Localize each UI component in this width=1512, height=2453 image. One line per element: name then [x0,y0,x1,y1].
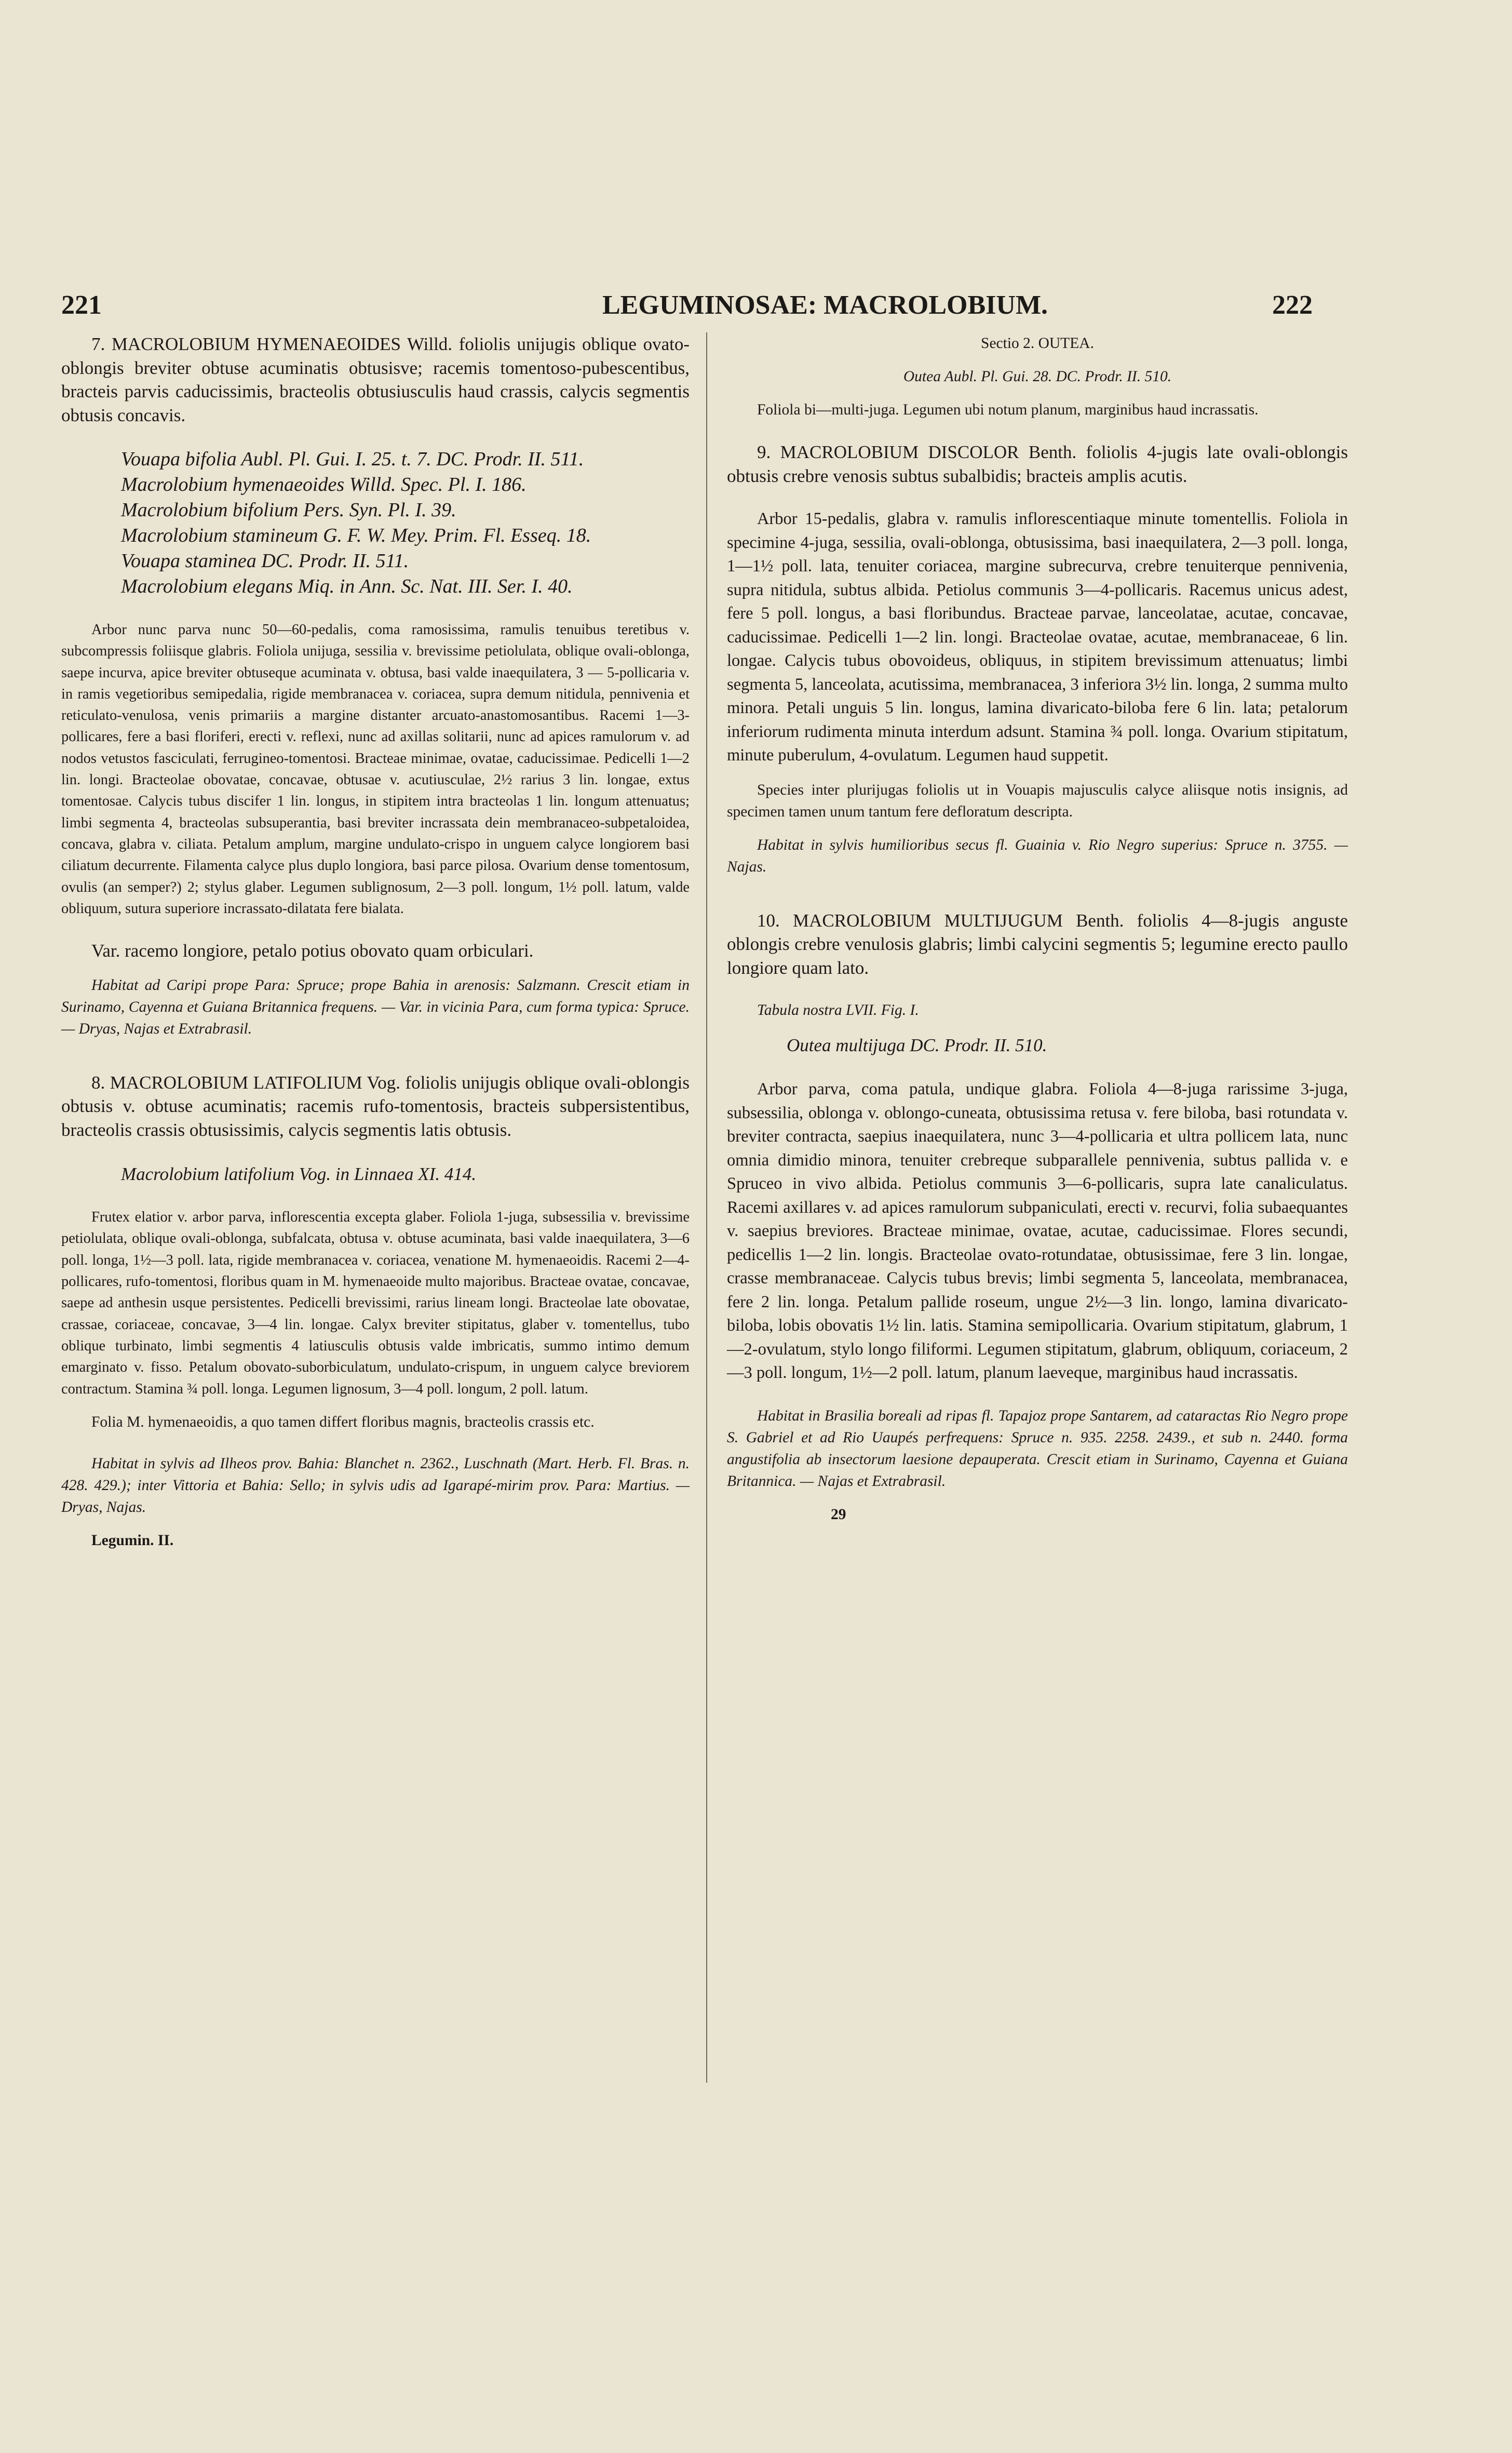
column-divider [706,332,707,2083]
species-8-habitat: Habitat in sylvis ad Ilheos prov. Bahia: Blanchet n. 2362., Luschnath (Mart. Herb. Fl. Bras. n. 428. 429.); inter Vittoria et Bahia: Sello; in sylvis udis ad Igarapé-mirim prov. Para: Martius. — Dryas, Najas. [61,1455,690,1516]
species-7-heading: 7. MACROLOBIUM HYMENAEOIDES Willd. foliolis unijugis oblique ovato-oblongis breviter obtuse acuminatis obtusisve; racemis tomentoso-pubescentibus, bracteis parvis caducissimis, bracteolis obtusiusculis haud crassis, calycis segmentis obtusis concavis. [61,334,690,425]
species-7-description: Arbor nunc parva nunc 50—60-pedalis, coma ramosissima, ramulis tenuibus teretibus v. subcompressis foliisque glabris. Foliola unijuga, sessilia v. brevissime petiolulata, oblique ovali-oblonga, saepe incurva, apice breviter obtuseque acuminata v. obtusa, basi valde inaequilatera, 3 — 5-pollicaria v. in ramis vegetioribus semipedalia, rigide membranacea v. coriacea, supra demum nitidula, pennivenia et reticulato-venulosa, venis primariis a margine distanter arcuato-anastomosantibus. Racemi 1—3-pollicares, fere a basi floriferi, erecti v. reflexi, nunc ad axillas solitarii, nunc ad apices ramulorum v. ad nodos vetustos fasciculati, ferrugineo-tomentosi. Bracteae minimae, ovatae, caducissimae. Pedicelli 1—2 lin. longi. Bracteolae obovatae, concavae, obtusae v. acutiusculae, 2½ rarius 3 lin. longae, extus tomentosae. Calycis tubus discifer 1 lin. longus, in stipitem intra bracteolas 1 lin. longum attenuatus; limbi segmenta 4, bracteolas subsuperantia, basi breviter incrassata dein membranaceo-subpetaloidea, concava, glabra v. ciliata. Petalum amplum, margine undulato-crispo in unguem calyce longiorem basi ciliatum decurrente. Filamenta calyce plus duplo longiora, basi parce pilosa. Ovarium dense tomentosum, ovulis (an semper?) 2; stylus glaber. Legumen sublignosum, 2—3 poll. longum, 1½ poll. latum, valde obliquum, sutura superiore incrassato-dilatata fere bialata. [61,622,690,917]
synonym-ref: Macrolobium hymenaeoides Willd. Spec. Pl. I. 186. [121,474,526,495]
signature-mark-left: Legumin. II. [91,1532,174,1549]
species-8-note: Folia M. hymenaeoidis, a quo tamen differt floribus magnis, bracteolis crassis etc. [91,1413,595,1430]
section-title: Sectio 2. OUTEA. [981,335,1094,352]
section-description: Foliola bi—multi-juga. Legumen ubi notum planum, marginibus haud incrassatis. [757,401,1259,418]
species-10-description: Arbor parva, coma patula, undique glabra. Foliola 4—8-juga rarissime 3-juga, subsessilia, oblonga v. oblongo-cuneata, obtusissima retusa v. fere biloba, basi rotundata v. breviter contracta, saepius inaequilatera, nunc 3—4-pollicaria et ultra pollicem lata, nunc omnia dimidio minora, tenuiter crebreque subparallele pennivenia, subtus pallida v. e Spruceo in vivo albida. Petiolus communis 3—6-pollicaris, supra late canaliculatus. Racemi axillares v. ad apices ramulorum subpaniculati, erecti v. recurvi, folia subaequantes v. saepius breviores. Bracteae minimae, ovatae, acutae, caducissimae. Flores secundi, pedicellis 1—2 lin. longis. Bracteolae ovato-rotundatae, obtusissimae, fere 3 lin. longae, crasse membranaceae. Calycis tubus brevis; limbi segmenta 5, lanceolata, membranacea, fere 2 lin. longa. Petalum pallide roseum, ungue 2½—3 lin. longo, lamina divaricato-biloba, lobis obovatis 1½ lin. latis. Stamina semipollicaria. Ovarium stipitatum, glabrum, 1—2-ovulatum, stylo longo filiformi. Legumen stipitatum, glabrum, obliquum, coriaceum, 2—3 poll. longum, 1½—2 poll. latum, planum laeveque, marginibus haud incrassatis. [727,1080,1348,1382]
left-column [61,332,690,1551]
species-7-variety: Var. racemo longiore, petalo potius obovato quam orbiculari. [91,941,534,961]
synonym-ref: Macrolobium bifolium Pers. Syn. Pl. I. 39. [121,499,456,521]
synonym-ref: Vouapa staminea DC. Prodr. II. 511. [121,550,409,572]
right-column [727,332,1348,1525]
running-title: LEGUMINOSAE: MACROLOBIUM. [602,290,1048,320]
species-8-reference: Macrolobium latifolium Vog. in Linnaea XI. 414. [121,1164,477,1185]
species-10-heading: 10. MACROLOBIUM MULTIJUGUM Benth. foliolis 4—8-jugis anguste oblongis crebre venulosis glabris; limbi calycini segmentis 5; legumine erecto paullo longiore quam lato. [727,910,1348,978]
page-number-left: 221 [61,290,102,320]
species-9-heading: 9. MACROLOBIUM DISCOLOR Benth. foliolis 4-jugis late ovali-oblongis obtusis crebre venosis subtus subalbidis; bracteis amplis acutis. [727,442,1348,486]
species-10-plate: Tabula nostra LVII. Fig. I. [757,1002,919,1018]
synonym-ref: Macrolobium stamineum G. F. W. Mey. Prim. Fl. Esseq. 18. [121,525,591,546]
species-10-reference: Outea multijuga DC. Prodr. II. 510. [787,1035,1047,1055]
page-number-right: 222 [1272,290,1313,320]
species-10-habitat: Habitat in Brasilia boreali ad ripas fl. Tapajoz prope Santarem, ad cataractas Rio Negro prope S. Gabriel et ad Rio Uaupés perfrequens: Spruce n. 935. 2258. 2439., et sub n. 2440. forma angustifolia ab insectorum laesione depauperata. Crescit etiam in Surinamo, Cayenna et Guiana Britannica. — Najas et Extrabrasil. [727,1407,1348,1490]
section-reference: Outea Aubl. Pl. Gui. 28. DC. Prodr. II. 510. [903,368,1172,385]
species-9-note: Species inter plurijugas foliolis ut in Vouapis majusculis calyce aliisque notis insignis, ad specimen tamen unum tantum fere defloratum descripta. [727,781,1348,820]
species-8-heading: 8. MACROLOBIUM LATIFOLIUM Vog. foliolis unijugis oblique ovali-oblongis obtusis v. obtuse acuminatis; racemis rufo-tomentosis, bracteis subpersistentibus, bracteolis crassis obtusissimis, calycis segmentis latis obtusis. [61,1072,690,1140]
species-7-habitat: Habitat ad Caripi prope Para: Spruce; prope Bahia in arenosis: Salzmann. Crescit etiam in Surinamo, Cayenna et Guiana Britannica frequens. — Var. in vicinia Para, cum forma typica: Spruce. — Dryas, Najas et Extrabrasil. [61,976,690,1037]
species-9-description: Arbor 15-pedalis, glabra v. ramulis inflorescentiaque minute tomentellis. Foliola in specimine 4-juga, sessilia, ovali-oblonga, obtusissima, basi inaequilatera, 2—3 poll. longa, 1—1½ poll. lata, tenuiter coriacea, margine subrecurva, crebre tenuiterque pennivenia, supra nitidula, subtus albida. Petiolus communis 3—4-pollicaris. Racemus unicus adest, fere 5 poll. longus, a basi floribundus. Bracteae parvae, lanceolatae, acutae, concavae, caducissimae. Pedicelli 1—2 lin. longi. Bracteolae ovatae, acutae, membranaceae, 6 lin. longae. Calycis tubus obovoideus, obliquus, in stipitem brevissimum attenuatus; limbi segmenta 5, lanceolata, acutissima, membranacea, 3 inferiora 3½ lin. longa, 2 summa multo minora. Petali unguis 5 lin. longus, lamina divaricato-biloba fere 6 lin. lata; petalorum inferiorum rudimenta minuta interdum adsunt. Stamina ¾ poll. longa. Ovarium stipitatum, minute puberulum, 4-ovulatum. Legumen haud suppetit. [727,510,1348,765]
synonym-ref: Vouapa bifolia Aubl. Pl. Gui. I. 25. t. 7. DC. Prodr. II. 511. [121,448,584,470]
synonym-ref: Macrolobium elegans Miq. in Ann. Sc. Nat. III. Ser. I. 40. [121,575,573,597]
species-8-description: Frutex elatior v. arbor parva, inflorescentia excepta glaber. Foliola 1-juga, subsessilia v. brevissime petiolulata, oblique ovali-oblonga, subfalcata, obtusa v. obtuse acuminata, basi valde inaequilatera, 3—6 poll. longa, 1½—3 poll. lata, rigide membranacea v. coriacea, venatione M. hymenaeoidis. Racemi 2—4-pollicares, rufo-tomentosi, floribus quam in M. hymenaeoide multo majoribus. Bracteae ovatae, concavae, saepe ad anthesin usque persistentes. Pedicelli brevissimi, rarius lineam longi. Bracteolae late obovatae, crassae, coriaceae, concavae, 3—4 lin. longae. Calyx breviter stipitatus, glaber v. tomentellus, tubo oblique turbinato, limbi segmentis 4 latiusculis obtusis valde imbricatis, summo intimo demum emarginato v. fisso. Petalum obovato-suborbiculatum, undulato-crispum, in unguem calyce breviorem contractum. Stamina ¾ poll. longa. Legumen lignosum, 3—4 poll. longum, 2 poll. latum. [61,1209,690,1397]
species-9-habitat: Habitat in sylvis humilioribus secus fl. Guainia v. Rio Negro superius: Spruce n. 3755. — Najas. [727,836,1348,875]
signature-mark-right: 29 [831,1506,846,1523]
species-7-synonyms [61,447,690,599]
